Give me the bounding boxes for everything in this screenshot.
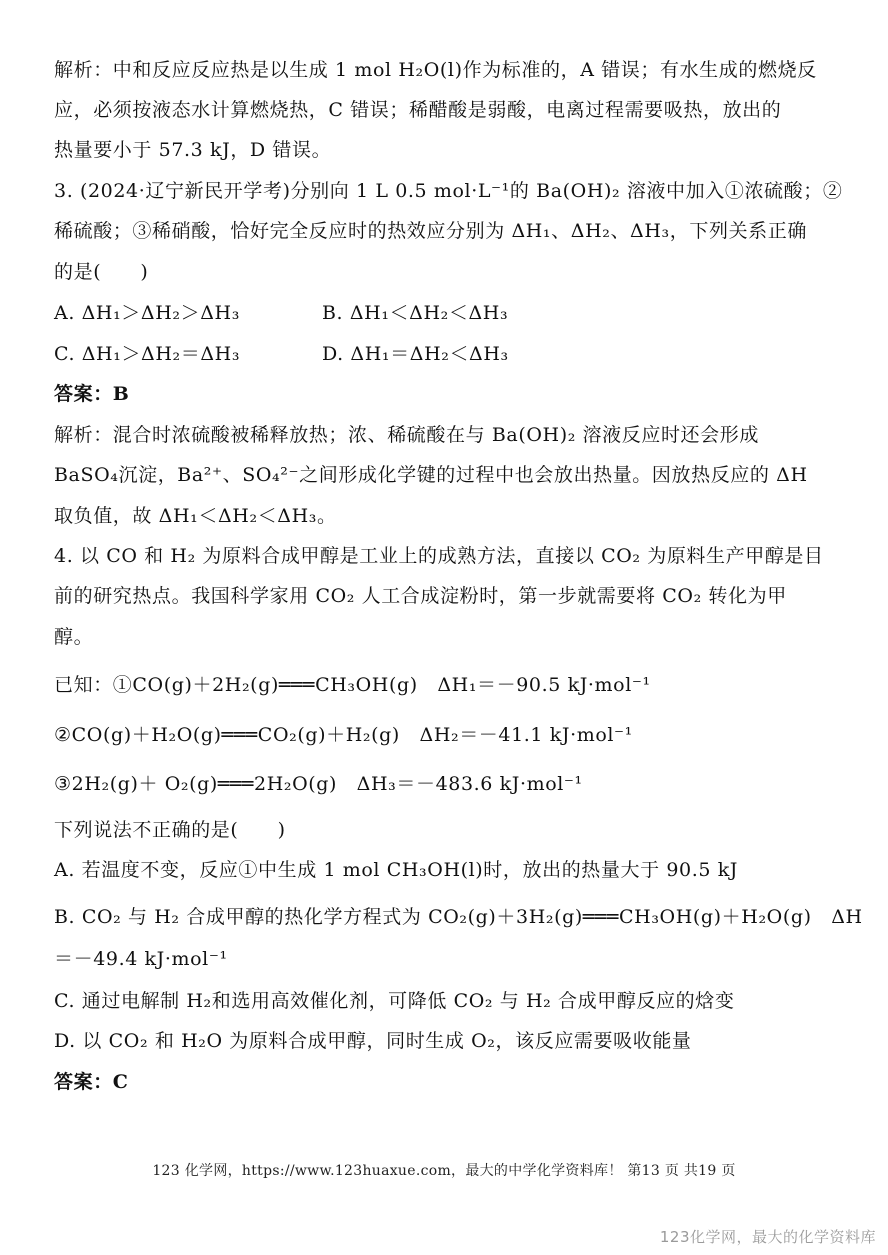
question-4-answer: 答案：C <box>54 1071 129 1093</box>
question-3-line-3: 的是( ) <box>54 261 149 283</box>
question-3-option-d: D. ΔH₁＝ΔH₂＜ΔH₃ <box>322 343 509 365</box>
question-4-stem: 下列说法不正确的是( ) <box>54 819 286 841</box>
question-4-option-b: B. CO₂ 与 H₂ 合成甲醇的热化学方程式为 CO₂(g)＋3H₂(g)═══CH₃OH(g)＋H₂O(g) ΔH <box>54 906 863 928</box>
analysis-1-line-3: 热量要小于 57.3 kJ，D 错误。 <box>54 139 332 161</box>
question-3-option-c: C. ΔH₁＞ΔH₂＝ΔH₃ <box>54 343 241 365</box>
question-3-option-b: B. ΔH₁＜ΔH₂＜ΔH₃ <box>322 302 509 324</box>
question-4-line-1: 4. 以 CO 和 H₂ 为原料合成甲醇是工业上的成熟方法，直接以 CO₂ 为原料生产甲醇是目 <box>54 545 824 567</box>
page-footer: 123 化学网，https://www.123huaxue.com，最大的中学化学资料库！ 第13 页 共19 页 <box>152 1163 736 1179</box>
equation-3: ③2H₂(g)＋ O₂(g)═══2H₂O(g) ΔH₃＝－483.6 kJ·mol⁻¹ <box>54 773 583 795</box>
question-4-option-a: A. 若温度不变，反应①中生成 1 mol CH₃OH(l)时，放出的热量大于 90.5 kJ <box>54 859 739 881</box>
question-3-option-a: A. ΔH₁＞ΔH₂＞ΔH₃ <box>54 302 240 324</box>
analysis-3-line-1: 解析：混合时浓硫酸被稀释放热；浓、稀硫酸在与 Ba(OH)₂ 溶液反应时还会形成 <box>54 424 759 446</box>
question-3-answer: 答案：B <box>54 383 130 405</box>
question-4-option-d: D. 以 CO₂ 和 H₂O 为原料合成甲醇，同时生成 O₂，该反应需要吸收能量 <box>54 1030 692 1052</box>
question-4-option-c: C. 通过电解制 H₂和选用高效催化剂，可降低 CO₂ 与 H₂ 合成甲醇反应的焓变 <box>54 990 735 1012</box>
analysis-3-line-3: 取负值，故 ΔH₁＜ΔH₂＜ΔH₃。 <box>54 505 337 527</box>
question-3-line-2: 稀硫酸；③稀硝酸，恰好完全反应时的热效应分别为 ΔH₁、ΔH₂、ΔH₃，下列关系正确 <box>54 220 807 242</box>
site-watermark: 123化学网，最大的化学资料库 <box>659 1228 876 1246</box>
analysis-3-line-2: BaSO₄沉淀，Ba²⁺、SO₄²⁻之间形成化学键的过程中也会放出热量。因放热反应的 ΔH <box>54 464 808 486</box>
analysis-1-line-2: 应，必须按液态水计算燃烧热，C 错误；稀醋酸是弱酸，电离过程需要吸热，放出的 <box>54 99 782 121</box>
question-4-option-b-continued: ＝－49.4 kJ·mol⁻¹ <box>54 948 228 970</box>
question-4-line-3: 醇。 <box>54 626 94 648</box>
equation-1: 已知：①CO(g)＋2H₂(g)═══CH₃OH(g) ΔH₁＝－90.5 kJ·mol⁻¹ <box>54 674 651 696</box>
analysis-1-line-1: 解析：中和反应反应热是以生成 1 mol H₂O(l)作为标准的，A 错误；有水生成的燃烧反 <box>54 59 817 81</box>
question-3-line-1: 3. (2024·辽宁新民开学考)分别向 1 L 0.5 mol·L⁻¹的 Ba(OH)₂ 溶液中加入①浓硫酸；② <box>54 180 843 202</box>
question-4-line-2: 前的研究热点。我国科学家用 CO₂ 人工合成淀粉时，第一步就需要将 CO₂ 转化为甲 <box>54 585 787 607</box>
equation-2: ②CO(g)＋H₂O(g)═══CO₂(g)＋H₂(g) ΔH₂＝－41.1 kJ·mol⁻¹ <box>54 724 633 746</box>
